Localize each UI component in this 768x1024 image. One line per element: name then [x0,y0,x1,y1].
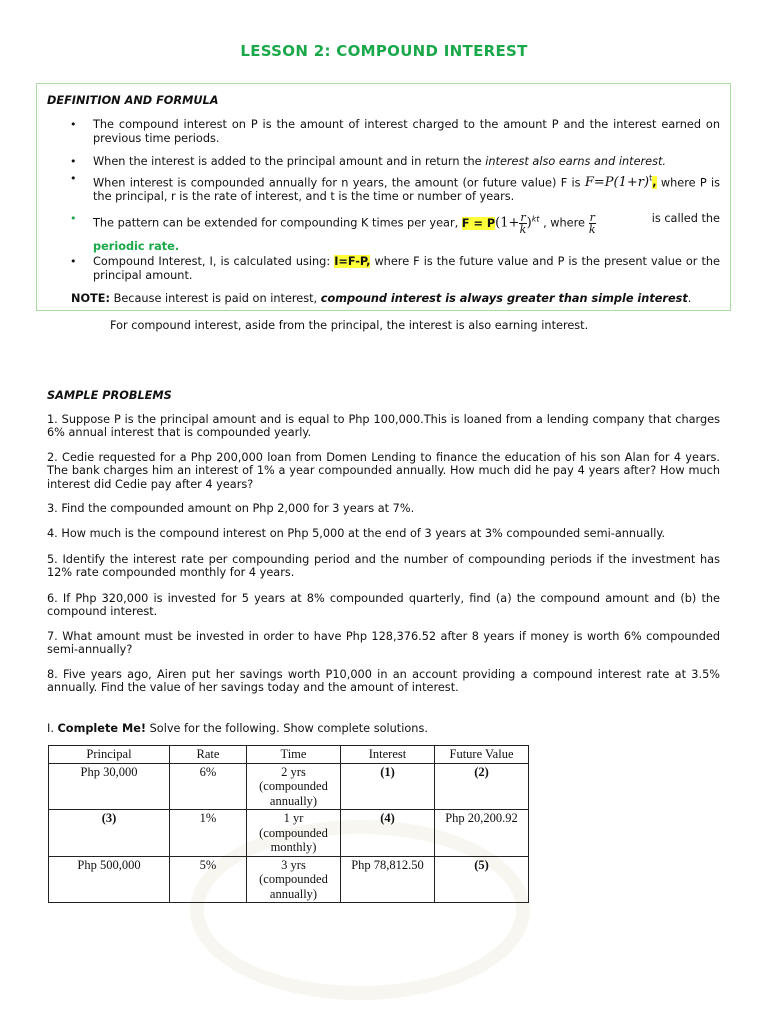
bullet-icon: • [70,118,77,131]
cell: 6% [170,763,247,810]
definition-box [36,83,731,311]
cell: (1) [341,763,435,810]
bullet-3: • When interest is compounded annually for n years, the amount (or future value) F is $F=P(1+r)^t$, where P is the principal, r is the rate of interest, and t is the time or number of years. [70,172,720,203]
problem-7: 7. What amount must be invested in order to have Php 128,376.52 after 8 years if money is worth 6% compounded semi-annually? [47,630,720,657]
complete-me-table [48,745,529,903]
formula-fraction: $\frac{r}{k}$ [519,211,527,236]
problem-6: 6. If Php 320,000 is invested for 5 years at 8% compounded quarterly, find (a) the compound amount and (b) the compound interest. [47,592,720,619]
cell: 1% [170,810,247,857]
cell: Php 20,200.92 [435,810,529,857]
periodic-rate-label: periodic rate. [93,240,180,253]
bullet-icon: • [70,212,77,225]
bullet-icon: • [70,172,77,185]
problem-5: 5. Identify the interest rate per compounding period and the number of compounding periods if the investment has 12% rate compounded monthly for 4 years. [47,553,720,580]
header-principal: Principal [49,746,170,764]
periodic-rate-fraction: $\frac{r}{k}$ [588,211,596,236]
bullet-icon: • [70,255,77,268]
definition-heading: DEFINITION AND FORMULA [47,94,219,107]
bullet-4: • The pattern can be extended for compounding K times per year, F = P(1+ $\frac{r}{k}$ )$^{kt}$ , where $\frac{r}{k}$ is called the [70,211,720,236]
cell: Php 78,812.50 [341,856,435,903]
cell: 5% [170,856,247,903]
problem-1: 1. Suppose P is the principal amount and is equal to Php 100,000.This is loaned from a lending company that charges 6% annual interest that is compounded yearly. [47,413,720,440]
cell: 2 yrs (compounded annually) [247,763,341,810]
problem-4: 4. How much is the compound interest on Php 5,000 at the end of 3 years at 3% compounded semi-annually. [47,527,666,540]
complete-me-instruction: I. Complete Me! Solve for the following. Show complete solutions. [47,722,428,735]
cell: (5) [435,856,529,903]
header-interest: Interest [341,746,435,764]
cell: Php 30,000 [49,763,170,810]
bullet-5: • Compound Interest, I, is calculated using: I=F-P, where F is the future value and P is the present value or the principal amount. [70,255,720,282]
table-row [49,856,529,903]
table-row [49,810,529,857]
header-future-value: Future Value [435,746,529,764]
bullet-2: • When the interest is added to the principal amount and in return the interest also earns and interest. [70,155,667,168]
cell: (2) [435,763,529,810]
cell: 3 yrs (compounded annually) [247,856,341,903]
table-row [49,763,529,810]
problem-8: 8. Five years ago, Airen put her savings worth P10,000 in an account providing a compound interest rate at 3.5% annually. Find the value of her savings today and the amount of interest. [47,668,720,695]
header-rate: Rate [170,746,247,764]
problem-2: 2. Cedie requested for a Php 200,000 loan from Domen Lending to finance the education of his son Alan for 4 years. The bank charges him an interest of 1% a year compounded annually. How much did he pay 4 years after? How much interest did Cedie pay after 4 years? [47,451,720,491]
bullet-1: • The compound interest on P is the amount of interest charged to the amount P and the interest earned on previous time periods. [70,118,720,145]
cell: 1 yr (compounded monthly) [247,810,341,857]
cell: (3) [49,810,170,857]
table-header-row [49,746,529,764]
header-time: Time [247,746,341,764]
problem-3: 3. Find the compounded amount on Php 2,000 for 3 years at 7%. [47,502,415,515]
compound-interest-subtext: For compound interest, aside from the principal, the interest is also earning interest. [110,319,589,332]
lesson-title: LESSON 2: COMPOUND INTEREST [240,42,528,60]
cell: (4) [341,810,435,857]
bullet-icon: • [70,155,77,168]
cell: Php 500,000 [49,856,170,903]
sample-problems-heading: SAMPLE PROBLEMS [47,389,172,402]
note: NOTE: Because interest is paid on interest, compound interest is always greater than simple interest. [71,292,692,305]
